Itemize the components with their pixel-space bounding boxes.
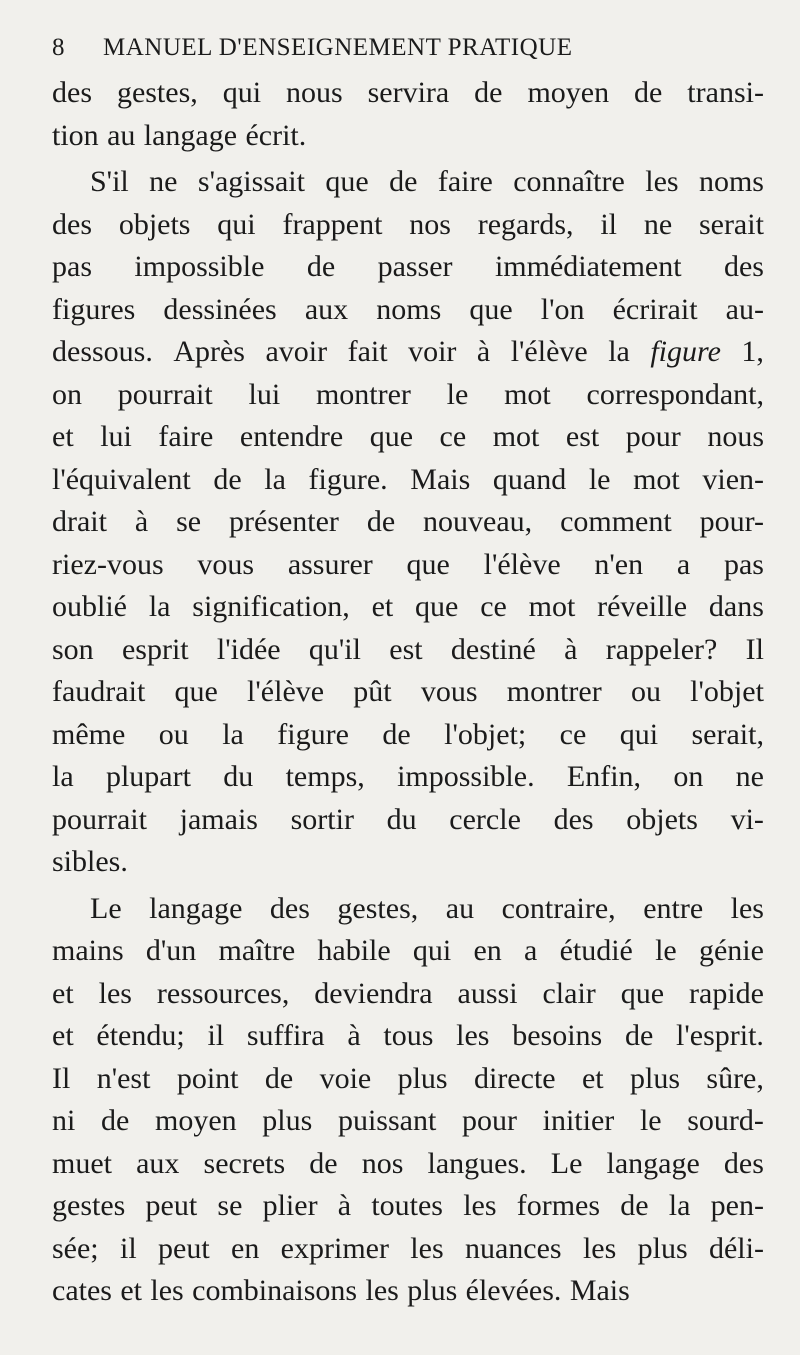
- text-line: ni de moyen plus puissant pour initier le sourd-: [52, 1104, 764, 1137]
- text-line: sée; il peut en exprimer les nuances les plus déli-: [52, 1231, 764, 1265]
- text-line: dessous. Après avoir fait voir à l'élève la figure 1,: [52, 335, 764, 368]
- text-line: Le langage des gestes, au contraire, entre les: [90, 891, 764, 925]
- paragraph: [52, 72, 764, 157]
- running-title: MANUEL D'ENSEIGNEMENT PRATIQUE: [103, 34, 573, 61]
- text-line: Il n'est point de voie plus directe et plus sûre,: [52, 1061, 764, 1095]
- text-line: muet aux secrets de nos langues. Le langage des: [52, 1146, 764, 1180]
- text-line: des gestes, qui nous servira de moyen de transi-: [52, 76, 764, 109]
- text-line: pourrait jamais sortir du cercle des objets vi-: [52, 802, 764, 836]
- page-number: 8: [52, 34, 65, 61]
- text-line: gestes peut se plier à toutes les formes de la pen-: [52, 1189, 764, 1222]
- text-line: S'il ne s'agissait que de faire connaître les noms: [90, 165, 764, 198]
- text-line: mains d'un maître habile qui en a étudié le génie: [52, 934, 764, 967]
- text-line: et les ressources, deviendra aussi clair que rapide: [52, 976, 764, 1010]
- text-line: figures dessinées aux noms que l'on écrirait au-: [52, 292, 764, 326]
- text-line: l'équivalent de la figure. Mais quand le mot vien-: [52, 462, 764, 496]
- text-line: cates et les combinaisons les plus élevées. Mais: [52, 1274, 630, 1307]
- text-line: pas impossible de passer immédiatement des: [52, 250, 764, 283]
- paragraph: [52, 888, 764, 1313]
- text-line: oublié la signification, et que ce mot réveille dans: [52, 590, 764, 623]
- body-text: [52, 72, 764, 1313]
- text-line: faudrait que l'élève pût vous montrer ou l'objet: [52, 675, 764, 708]
- text-line: et étendu; il suffira à tous les besoins de l'esprit.: [52, 1019, 764, 1052]
- text-line: son esprit l'idée qu'il est destiné à rappeler? Il: [52, 632, 764, 666]
- paragraph: [52, 161, 764, 884]
- page-header: [52, 34, 752, 62]
- text-line: sibles.: [52, 845, 128, 878]
- text-line: et lui faire entendre que ce mot est pour nous: [52, 420, 764, 453]
- text-line: même ou la figure de l'objet; ce qui serait,: [52, 717, 764, 751]
- text-line: on pourrait lui montrer le mot correspondant,: [52, 377, 764, 411]
- text-line: des objets qui frappent nos regards, il ne serait: [52, 207, 764, 241]
- text-line: la plupart du temps, impossible. Enfin, on ne: [52, 760, 764, 793]
- text-line: tion au langage écrit.: [52, 118, 307, 152]
- text-line: riez-vous vous assurer que l'élève n'en a pas: [52, 547, 764, 581]
- text-line: drait à se présenter de nouveau, comment pour-: [52, 505, 764, 538]
